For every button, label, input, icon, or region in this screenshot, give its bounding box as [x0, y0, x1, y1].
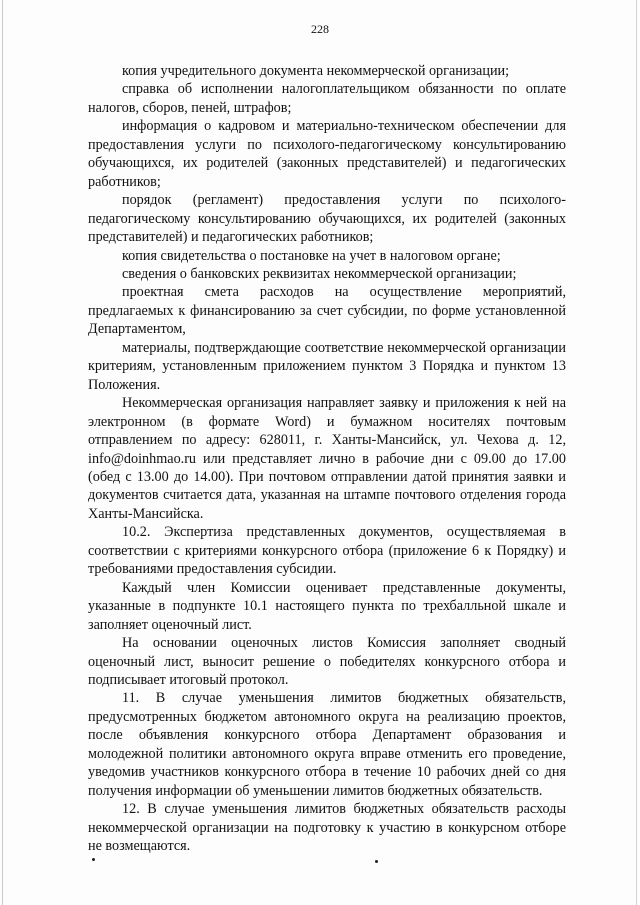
paragraph: 11. В случае уменьшения лимитов бюджетных обязательств, предусмотренных бюджетом автономного округа на реализацию проектов, после объявления конкурсного отбора Департамент образования и молодежной политики автономного округа вправе отменить его проведение, уведомив участников конкурсного отбора в течение 10 рабочих дней со дня получения информации об уменьшении лимитов бюджетных обязательств. — [88, 690, 566, 799]
paragraph: 12. В случае уменьшения лимитов бюджетных обязательств расходы некоммерческой организации на подготовку к участию в конкурсном отборе не возмещаются. — [88, 801, 566, 855]
document-body — [88, 62, 566, 855]
paragraph: справка об исполнении налогоплательщиком обязанности по оплате налогов, сборов, пеней, штрафов; — [88, 81, 566, 116]
paragraph: 10.2. Экспертиза представленных документов, осуществляемая в соответствии с критериями конкурсного отбора (приложение 6 к Порядку) и требованиями предоставления субсидии. — [88, 524, 566, 578]
paragraph: Каждый член Комиссии оценивает представленные документы, указанные в подпункте 10.1 настоящего пункта по трехбалльной шкале и заполняет оценочный лист. — [88, 579, 566, 633]
scan-edge-left — [2, 0, 3, 905]
paragraph: информация о кадровом и материально-техническом обеспечении для предоставления услуги по психолого-педагогическому консультированию обучающихся, их родителей (законных представителей) и педагогических работников; — [88, 118, 566, 190]
scan-dot — [375, 860, 378, 863]
page-number: 228 — [311, 22, 329, 36]
paragraph: На основании оценочных листов Комиссия заполняет сводный оценочный лист, выносит решение о победителях конкурсного отбора и подписывает итоговый протокол. — [88, 635, 566, 688]
scan-edge-right — [636, 0, 637, 905]
paragraph: сведения о банковских реквизитах некоммерческой организации; — [122, 265, 517, 282]
paragraph: проектная смета расходов на осуществление мероприятий, предлагаемых к финансированию за счет субсидии, по форме установленной Департаментом, — [88, 284, 566, 338]
paragraph: Некоммерческая организация направляет заявку и приложения к ней на электронном (в формате Word) и бумажном носителях почтовым отправлением по адресу: 628011, г. Ханты-Мансийск, ул. Чехова д. 12, info@doinhmao.ru или представляет лично в рабочие дни с 09.00 до 17.00 (обед с 13.00 до 14.00). При почтовом отправлении датой принятия заявки и документов считается дата, указанная на штампе почтового отделения города Ханты-Мансийска. — [88, 395, 566, 522]
paragraph: копия свидетельства о постановке на учет в налоговом органе; — [122, 247, 501, 264]
paragraph: материалы, подтверждающие соответствие некоммерческой организации критериям, установленным приложением пунктом 3 Порядка и пунктом 13 Положения. — [88, 339, 566, 393]
scan-dot — [92, 858, 95, 861]
paragraph: копия учредительного документа некоммерческой организации; — [122, 63, 510, 79]
paragraph: порядок (регламент) предоставления услуги по психолого-педагогическому консультированию обучающихся, их родителей (законных представителей) и педагогических работников; — [88, 192, 566, 246]
